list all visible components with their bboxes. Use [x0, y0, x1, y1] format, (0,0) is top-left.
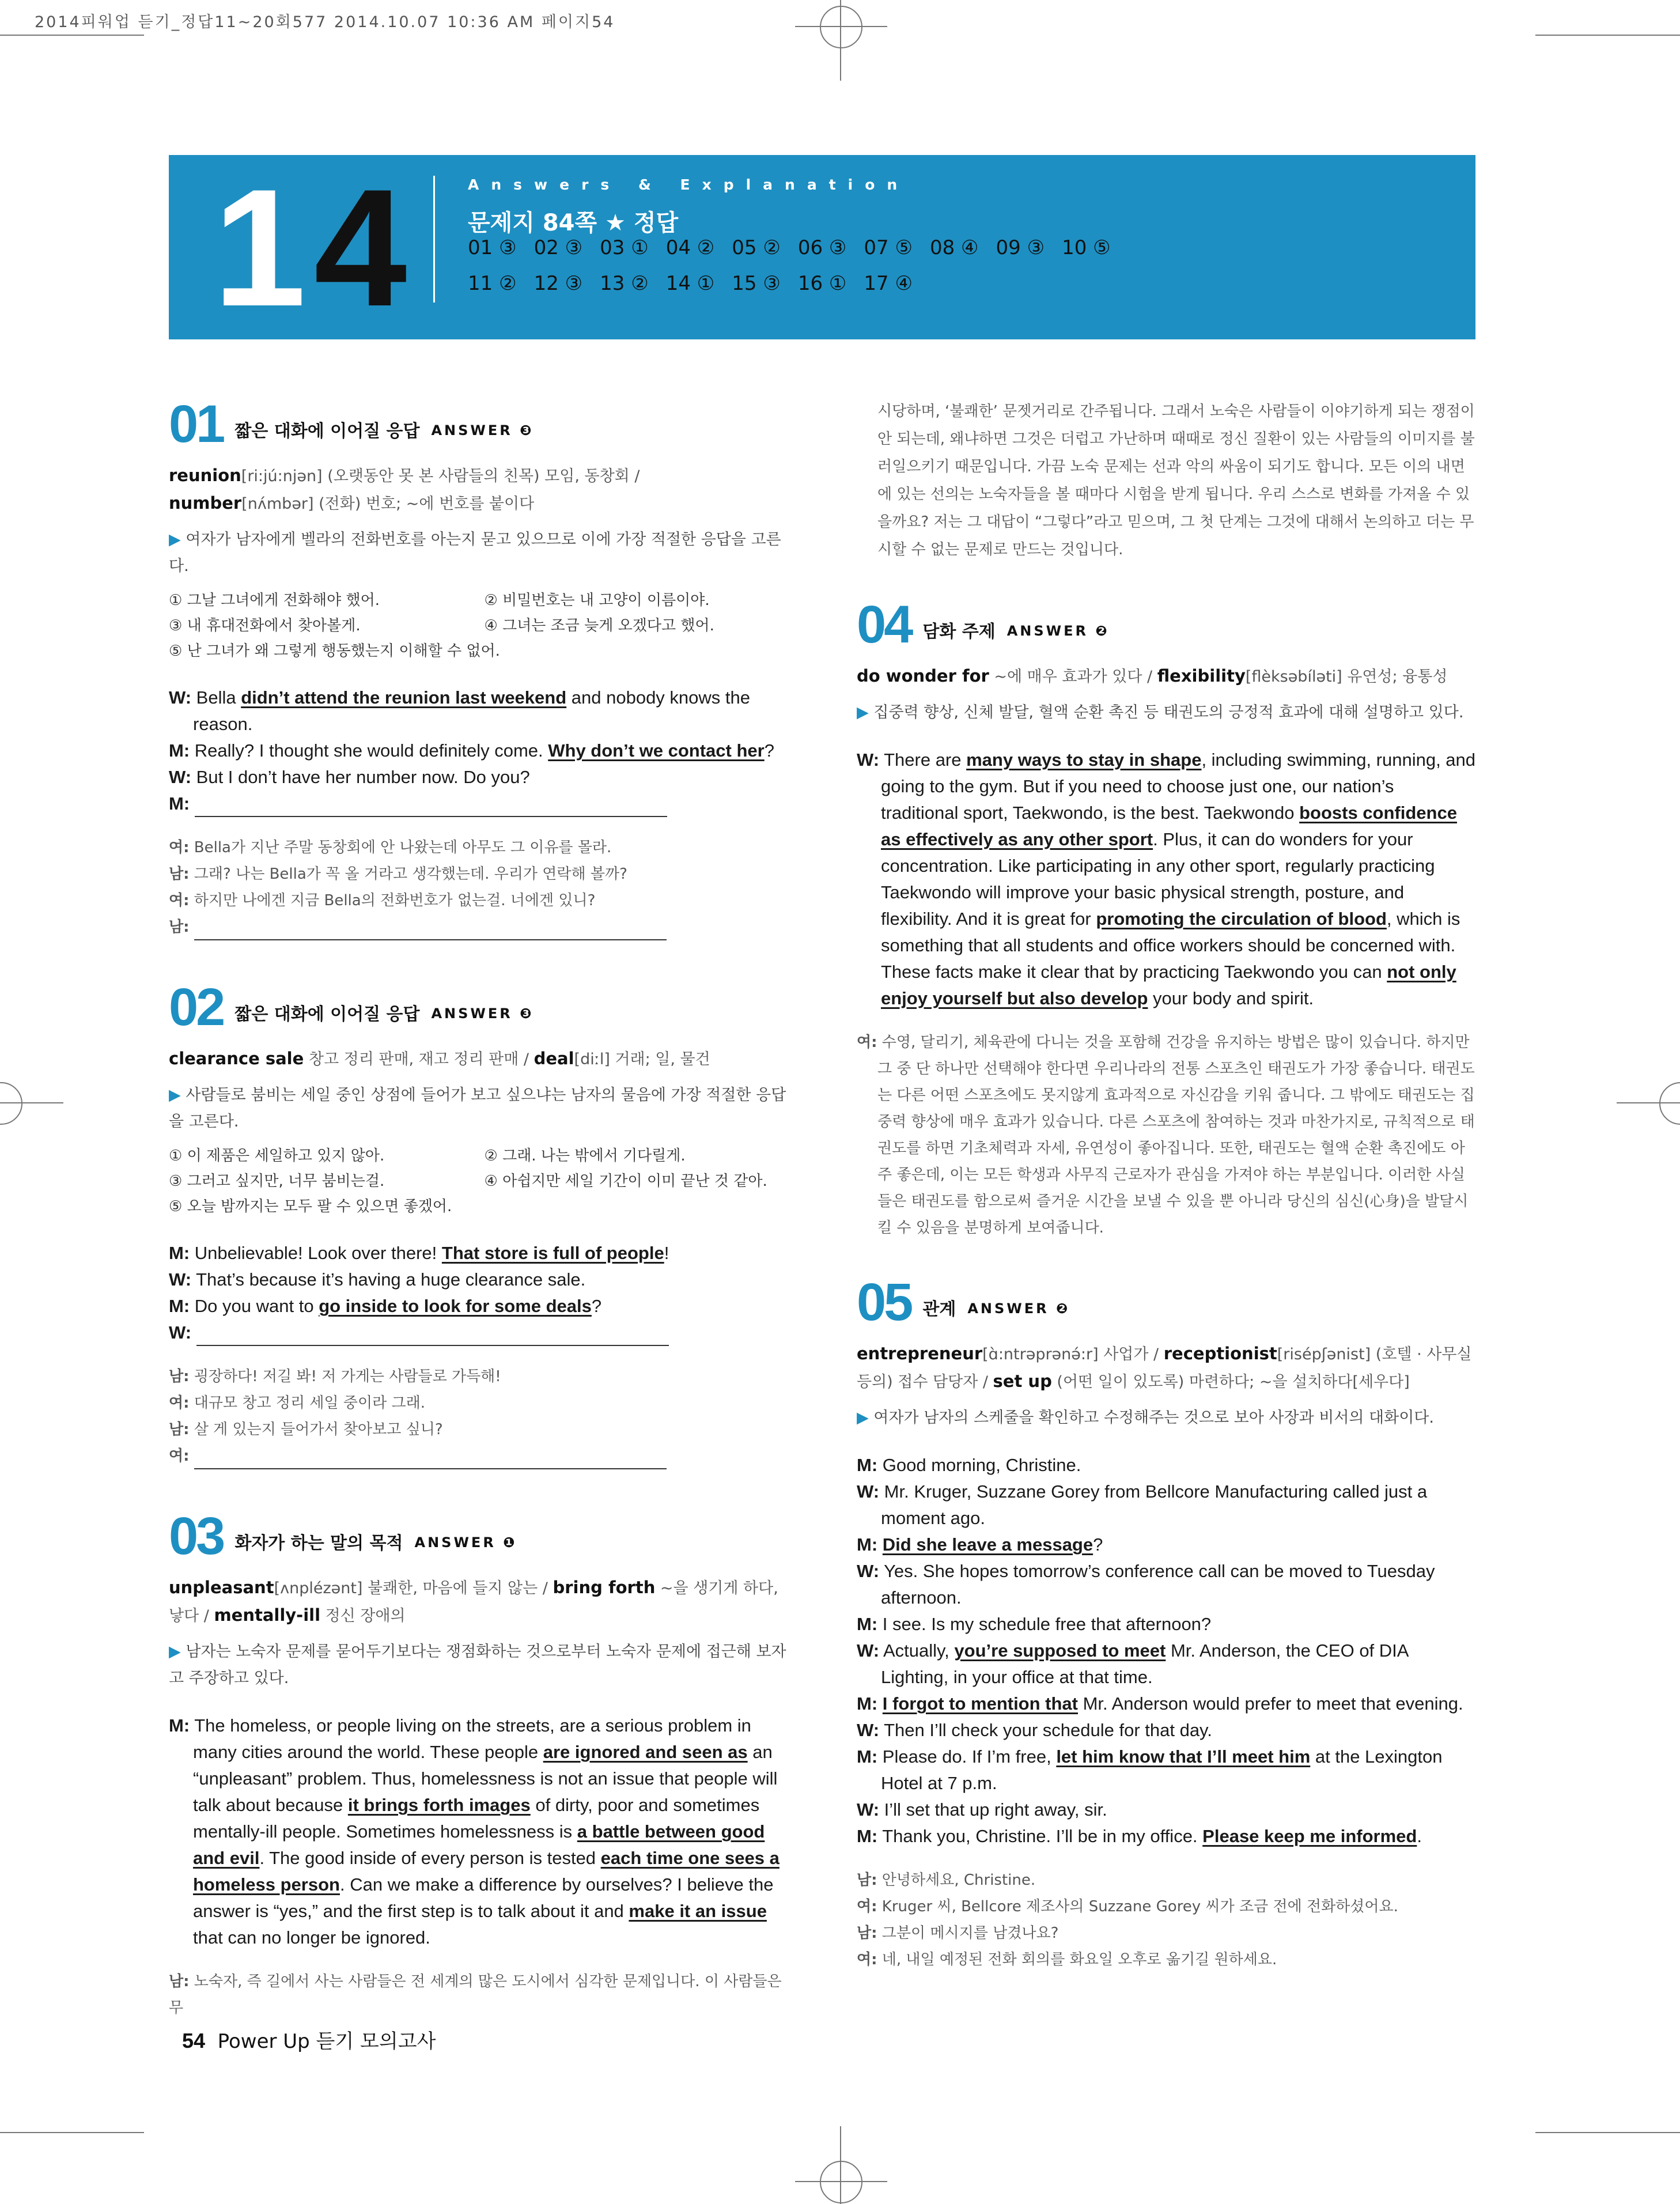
pronunciation: [nʌ́mbər] [241, 495, 314, 513]
answer-label: ANSWER ❶ [414, 1534, 517, 1551]
dialogue [169, 685, 788, 817]
answer-options [169, 1143, 788, 1219]
speaker: W: [857, 1720, 880, 1740]
answer-key-row-2 [468, 272, 930, 295]
answer-blank-text: promoting the circulation of blood [1096, 909, 1387, 929]
answer-blank-text: Please keep me informed [1202, 1826, 1417, 1846]
answer-blank-text: many ways to stay in shape [966, 750, 1202, 770]
dialogue-line [857, 1823, 1476, 1850]
dialogue-text: Mr. Anderson, the CEO of DIA Lighting, in your office at that time. [881, 1640, 1408, 1687]
dialogue-line [857, 1452, 1476, 1479]
dialogue-text: Please do. If I’m free, [882, 1746, 1057, 1767]
answer-key-item: 06 ③ [797, 236, 847, 259]
vocab-meaning: (호텔 · 사무실 등의) 접수 담당자 / [857, 1345, 1472, 1391]
answer-blank-text: go inside to look for some deals [319, 1296, 592, 1316]
answer-blank-text: didn’t attend the reunion last weekend [241, 687, 567, 708]
pronunciation: [diːl] [574, 1050, 610, 1068]
vocab-meaning: 사업가 / [1098, 1345, 1164, 1363]
answer-blank-text: not only enjoy yourself but also develop [881, 962, 1456, 1008]
vocabulary [169, 1045, 788, 1073]
speaker: 여: [169, 1447, 190, 1465]
section-number: 04 [857, 595, 911, 654]
answer-options [169, 588, 788, 664]
answer-blank-text: a battle between good and evil [193, 1821, 765, 1868]
registration-mark [0, 1082, 22, 1125]
dialogue-line [857, 1797, 1476, 1823]
option: ③ 그러고 싶지만, 너무 붐비는걸. [169, 1173, 385, 1190]
triangle-bullet-icon: ▶ [169, 1643, 186, 1661]
answer-key-item: 09 ③ [996, 236, 1045, 259]
section-title: 화자가 하는 말의 목적 [234, 1533, 403, 1553]
speaker: W: [857, 1481, 880, 1502]
answer-blank-text: boosts confidence as effectively as any other sport [881, 803, 1457, 849]
dialogue-line [169, 1267, 788, 1293]
speaker: M: [857, 1826, 878, 1846]
page-footer [182, 2025, 436, 2054]
section-01-header [169, 395, 788, 453]
vocab-word: unpleasant [169, 1578, 274, 1597]
answer-key-item: 04 ② [665, 236, 715, 259]
section-number: 02 [169, 978, 224, 1037]
answer-key-item: 17 ④ [864, 272, 913, 295]
vocabulary [857, 663, 1476, 690]
crop-mark [0, 2132, 144, 2133]
speaker: W: [857, 750, 880, 770]
answer-key-item: 14 ① [665, 272, 715, 295]
speaker: 여: [169, 1394, 190, 1412]
dialogue-line [169, 1320, 788, 1346]
speaker: 남: [857, 1872, 877, 1889]
speaker: W: [169, 1269, 192, 1290]
speaker: 여: [169, 839, 190, 856]
section-number: 03 [169, 1507, 224, 1566]
section-title: 관계 [922, 1299, 956, 1320]
vocab-meaning: (어떤 일이 있도록) 마련하다; ~을 설치하다[세우다] [1051, 1373, 1410, 1391]
answer-blank-text: you’re supposed to meet [954, 1640, 1166, 1661]
explanation [857, 1405, 1476, 1431]
translation-text: 하지만 나에겐 지금 Bella의 전화번호가 없는걸. 너에겐 있니? [194, 892, 596, 909]
crop-mark [0, 35, 144, 36]
translation-text: 그래? 나는 Bella가 꼭 올 거라고 생각했는데. 우리가 연락해 볼까? [194, 865, 627, 883]
triangle-bullet-icon: ▶ [169, 1086, 186, 1104]
test-number-digit-1: 1 [213, 154, 296, 341]
speaker: M: [857, 1693, 878, 1714]
registration-mark [1659, 1082, 1680, 1125]
option: ⑤ 오늘 밤까지는 모두 팔 수 있으면 좋겠어. [169, 1198, 452, 1215]
speaker: 여: [857, 1034, 877, 1051]
explanation [169, 1082, 788, 1135]
dialogue-text: ? [764, 740, 774, 761]
pronunciation: [ri:jú:njən] [241, 467, 323, 485]
dialogue-text: The homeless, or people living on the streets, are a serious problem in many cities around the world. These people [193, 1715, 751, 1762]
dialogue-text: an “unpleasant” problem. Thus, homelessness is not an issue that people will talk about because [193, 1742, 778, 1815]
dialogue-text: ? [1093, 1534, 1103, 1555]
dialogue-line [857, 1558, 1476, 1611]
dialogue-text: Thank you, Christine. I’ll be in my office. [882, 1826, 1203, 1846]
print-slug: 2014피워업 듣기_정답11~20회577 2014.10.07 10:36 AM 페이지54 [35, 13, 615, 31]
test-number-digit-4: 4 [314, 154, 407, 341]
dialogue-line [169, 791, 788, 817]
translation-text: Bella가 지난 주말 동창회에 안 나왔는데 아무도 그 이유를 몰라. [194, 839, 612, 856]
answer-blank-text: Why don’t we contact her [548, 740, 765, 761]
option: ① 그날 그녀에게 전화해야 했어. [169, 592, 380, 609]
answer-label: ANSWER ❸ [431, 1005, 534, 1022]
dialogue-text: that can no longer be ignored. [193, 1927, 430, 1948]
vocab-word: deal [533, 1049, 574, 1068]
triangle-bullet-icon: ▶ [857, 704, 874, 721]
answer-label: ANSWER ❷ [1007, 623, 1110, 639]
explanation [169, 527, 788, 580]
option: ① 이 제품은 세일하고 있지 않아. [169, 1147, 385, 1165]
answer-blank-text: it brings forth images [347, 1795, 531, 1815]
section-05-header [857, 1273, 1476, 1332]
dialogue [857, 1452, 1476, 1850]
left-column [169, 395, 788, 2021]
dialogue-text: Actually, [883, 1640, 955, 1661]
vocab-word: receptionist [1163, 1344, 1277, 1363]
response-blank [196, 1326, 669, 1346]
translation-text: 노숙자, 즉 길에서 사는 사람들은 전 세계의 많은 도시에서 심각한 문제입니다. 이 사람들은 무 [169, 1973, 782, 2017]
dialogue-line [857, 1744, 1476, 1797]
vocab-word: flexibility [1157, 666, 1246, 686]
answer-key-item: 02 ③ [533, 236, 583, 259]
section-title: 짧은 대화에 이어질 응답 [234, 421, 420, 441]
translation-text: 시당하며, ‘불쾌한’ 문젯거리로 간주됩니다. 그래서 노숙은 사람들이 이야기하게 되는 쟁점이 안 되는데, 왜냐하면 그것은 더럽고 가난하며 때때로 정신 질환이 있는 사람들의 이미지를 불러일으키기 때문입니다. 가끔 노숙 문제는 선과 악의 싸움이 되기도 합니다. 모든 이의 내면에 있는 선의는 노숙자들을 볼 때마다 시험을 받게 됩니다. 우리 스스로 변화를 가져올 수 있을까요? 저는 그 대답이 “그렇다”라고 믿으며, 그 첫 단계는 그것에 대해서 논의하고 더는 무시할 수 없는 문제로 만드는 것입니다. [877, 403, 1475, 558]
dialogue-text: Do you want to [194, 1296, 319, 1316]
option: ② 그래. 나는 밖에서 기다릴게. [484, 1147, 686, 1165]
monologue [857, 747, 1476, 1012]
dialogue-line [857, 1532, 1476, 1558]
speaker: W: [857, 1800, 880, 1820]
speaker: M: [169, 1243, 190, 1263]
book-title: Power Up 듣기 모의고사 [217, 2030, 436, 2053]
speaker: M: [169, 793, 190, 814]
pronunciation: [ʌnplézənt] [274, 1579, 363, 1597]
dialogue-text: ! [664, 1243, 669, 1263]
option: ③ 내 휴대전화에서 찾아볼게. [169, 617, 361, 634]
dialogue-text: . Can we make a difference by ourselves? I believe the answer is “yes,” and the first step is to talk about it and [193, 1874, 774, 1921]
dialogue-text: at the Lexington Hotel at 7 p.m. [881, 1746, 1443, 1793]
explanation-text: 남자는 노숙자 문제를 묻어두기보다는 쟁점화하는 것으로부터 노숙자 문제에 접근해 보자고 주장하고 있다. [169, 1643, 786, 1687]
dialogue-text: I’ll set that up right away, sir. [884, 1800, 1107, 1820]
translation [169, 1363, 788, 1469]
answer-blank-text: I forgot to mention that [882, 1693, 1078, 1714]
vocab-word: number [169, 493, 242, 513]
answer-key-item: 05 ② [732, 236, 781, 259]
translation-text: 굉장하다! 저길 봐! 저 가게는 사람들로 가득해! [194, 1368, 501, 1385]
translation-continued [857, 398, 1476, 564]
vocabulary [169, 1574, 788, 1630]
vocab-word: set up [993, 1371, 1052, 1391]
dialogue-text: your body and spirit. [1148, 988, 1314, 1008]
dialogue-text: . Plus, it can do wonders for your concentration. Like participating in any other sport, regularly practicing Taekwondo will improve your basic physical strength, posture, and flexibility. And it is great for [881, 829, 1435, 929]
dialogue-line [857, 1638, 1476, 1691]
answer-key-item: 13 ② [600, 272, 649, 295]
speaker: 남: [169, 1421, 190, 1438]
speaker: 남: [857, 1925, 877, 1942]
speaker: M: [857, 1455, 878, 1475]
answer-blank-text: Did she leave a message [882, 1534, 1093, 1555]
dialogue-text: I see. Is my schedule free that afternoon? [882, 1614, 1212, 1634]
registration-mark [820, 2161, 862, 2203]
translation-text: 안녕하세요, Christine. [881, 1872, 1036, 1889]
speaker: M: [169, 1296, 190, 1316]
dialogue-text: Mr. Anderson would prefer to meet that evening. [1078, 1693, 1463, 1714]
right-column [857, 398, 1476, 1973]
vocab-meaning: 불쾌한, 마음에 들지 않는 / [362, 1579, 553, 1597]
speaker: 여: [857, 1951, 877, 1968]
dialogue-text: But I don’t have her number now. Do you? [196, 767, 530, 787]
section-number: 01 [169, 395, 224, 453]
explanation [857, 700, 1476, 726]
triangle-bullet-icon: ▶ [169, 531, 186, 549]
answer-key-title: 문제지 84쪽 ★ 정답 [468, 210, 679, 236]
dialogue-line [169, 1240, 788, 1267]
dialogue-text: There are [884, 750, 967, 770]
dialogue-text: , which is something that all students and office workers should be concerned with. These facts make it clear that by practicing Taekwondo you can [881, 909, 1460, 982]
dialogue-line [857, 1717, 1476, 1744]
speaker: W: [857, 1640, 880, 1661]
answer-key-item: 07 ⑤ [864, 236, 913, 259]
translation [169, 1968, 788, 2021]
answer-key-item: 08 ④ [929, 236, 979, 259]
dialogue-line [857, 1611, 1476, 1638]
option: ⑤ 난 그녀가 왜 그렇게 행동했는지 이해할 수 없어. [169, 642, 500, 660]
dialogue-line [169, 738, 788, 764]
vocab-word: entrepreneur [857, 1344, 983, 1363]
translation-text: 그분이 메시지를 남겼나요? [881, 1925, 1059, 1942]
vocab-word: mentally-ill [214, 1605, 321, 1625]
speaker: 여: [857, 1898, 877, 1915]
answer-blank-text: let him know that I’ll meet him [1056, 1746, 1311, 1767]
vocab-meaning: 정신 장애의 [320, 1607, 406, 1625]
speaker: M: [857, 1534, 878, 1555]
dialogue-line [857, 1479, 1476, 1532]
vocab-meaning: (전화) 번호; ~에 번호를 붙이다 [313, 495, 535, 513]
section-number: 05 [857, 1273, 911, 1332]
speaker: M: [169, 740, 190, 761]
answer-blank-text: That store is full of people [441, 1243, 664, 1263]
answer-label: ANSWER ❷ [967, 1301, 1070, 1317]
crop-mark [1535, 35, 1680, 36]
answers-explanation-label: Answers & Explanation [468, 176, 910, 193]
answer-key-item: 03 ① [600, 236, 649, 259]
speaker: W: [169, 1322, 192, 1343]
option: ④ 아쉽지만 세일 기간이 이미 끝난 것 같아. [484, 1173, 767, 1190]
vocab-word: bring forth [553, 1578, 656, 1597]
speaker: 여: [169, 892, 190, 909]
vocab-word: reunion [169, 466, 241, 485]
explanation [169, 1639, 788, 1692]
speaker: W: [169, 767, 192, 787]
section-02-header [169, 978, 788, 1037]
response-blank [194, 1450, 667, 1469]
dialogue-text: Good morning, Christine. [882, 1455, 1081, 1475]
banner-divider [433, 176, 435, 303]
dialogue-line [169, 1712, 788, 1951]
answer-key-item: 16 ① [797, 272, 847, 295]
translation-text: 네, 내일 예정된 전화 회의를 화요일 오후로 옮기길 원하세요. [881, 1951, 1277, 1968]
explanation-text: 여자가 남자의 스케줄을 확인하고 수정해주는 것으로 보아 사장과 비서의 대화이다. [873, 1409, 1434, 1427]
triangle-bullet-icon: ▶ [857, 1409, 874, 1427]
vocab-word: do wonder for [857, 666, 989, 686]
dialogue-text: That’s because it’s having a huge clearance sale. [196, 1269, 586, 1290]
answer-blank-text: make it an issue [629, 1901, 767, 1921]
speaker: 남: [169, 1973, 190, 1990]
dialogue-text: Then I’ll check your schedule for that day. [884, 1720, 1212, 1740]
vocab-meaning: 창고 정리 판매, 재고 정리 판매 / [304, 1050, 534, 1068]
dialogue-line [857, 747, 1476, 1012]
dialogue-line [169, 1293, 788, 1320]
answer-key-item: 01 ③ [468, 236, 517, 259]
dialogue-line [857, 1691, 1476, 1717]
crop-mark [1535, 2132, 1680, 2133]
dialogue-text: Really? I thought she would definitely come. [194, 740, 548, 761]
dialogue-text: . The good inside of every person is tested [259, 1848, 601, 1868]
translation [857, 1867, 1476, 1973]
answer-key-row-1 [468, 236, 1128, 259]
translation-text: Kruger 씨, Bellcore 제조사의 Suzzane Gorey 씨가 조금 전에 전화하셨어요. [881, 1898, 1398, 1915]
vocabulary [857, 1340, 1476, 1396]
speaker: M: [857, 1746, 878, 1767]
vocab-meaning: ~을 생기게 하다, 낳다 / [169, 1579, 778, 1625]
dialogue-text: Yes. She hopes tomorrow’s conference call can be moved to Tuesday afternoon. [881, 1561, 1435, 1608]
pronunciation: [ɑ̀:ntrəprənə́:r] [982, 1345, 1099, 1363]
answer-blank-text: are ignored and seen as [543, 1742, 748, 1762]
option: ② 비밀번호는 내 고양이 이름이야. [484, 592, 710, 609]
answer-key-item: 15 ③ [732, 272, 781, 295]
translation [857, 1029, 1476, 1241]
explanation-text: 집중력 향상, 신체 발달, 혈액 순환 촉진 등 태권도의 긍정적 효과에 대해 설명하고 있다. [873, 704, 1464, 721]
vocab-meaning: (오랫동안 못 본 사람들의 친목) 모임, 동창회 / [322, 467, 640, 485]
dialogue-text: and nobody knows the reason. [193, 687, 750, 734]
vocabulary [169, 462, 788, 517]
answer-label: ANSWER ❸ [431, 422, 534, 438]
answer-key-item: 11 ② [468, 272, 517, 295]
translation [169, 834, 788, 940]
translation-text: 살 게 있는지 들어가서 찾아보고 싶니? [194, 1421, 443, 1438]
dialogue [169, 1240, 788, 1346]
speaker: 남: [169, 918, 190, 936]
speaker: 남: [169, 865, 190, 883]
answer-key-item: 12 ③ [533, 272, 583, 295]
explanation-text: 사람들로 붐비는 세일 중인 상점에 들어가 보고 싶으냐는 남자의 물음에 가장 적절한 응답을 고른다. [169, 1086, 786, 1131]
monologue [169, 1712, 788, 1951]
dialogue-text: , including swimming, running, and going to the gym. But if you need to choose just one, our nation’s traditional sport, Taekwondo, is the best. Taekwondo [881, 750, 1476, 823]
translation-text: 수영, 달리기, 체육관에 다니는 것을 포함해 건강을 유지하는 방법은 많이 있습니다. 하지만 그 중 단 하나만 선택해야 한다면 우리나라의 전통 스포츠인 태권도가 가장 좋습니다. 태권도는 다른 어떤 스포츠에도 못지않게 효과적으로 자신감을 키워 줍니다. 그 밖에도 태권도는 집중력 향상에 매우 효과가 있습니다. 다른 스포츠에 참여하는 것과 마찬가지로, 규칙적으로 태권도를 하면 기초체력과 자세, 유연성이 좋아집니다. 또한, 태권도는 혈액 순환 촉진에도 아주 좋은데, 이는 모든 학생과 사무직 근로자가 관심을 가져야 하는 부분입니다. 이러한 사실들은 태권도를 함으로써 즐거운 시간을 보낼 수 있을 뿐 아니라 당신의 심신(心身)을 발달시킬 수 있음을 분명하게 보여줍니다. [877, 1034, 1475, 1237]
registration-mark [820, 6, 862, 48]
option: ④ 그녀는 조금 늦게 오겠다고 했어. [484, 617, 714, 634]
speaker: M: [169, 1715, 190, 1736]
answer-key-item: 10 ⑤ [1062, 236, 1111, 259]
dialogue-text: Unbelievable! Look over there! [194, 1243, 442, 1263]
dialogue-text: Bella [196, 687, 241, 708]
section-03-header [169, 1507, 788, 1566]
pronunciation: [flèksəbíləti] [1245, 668, 1342, 686]
explanation-text: 여자가 남자에게 벨라의 전화번호를 아는지 묻고 있으므로 이에 가장 적절한 응답을 고른다. [169, 531, 781, 575]
speaker: M: [857, 1614, 878, 1634]
vocab-meaning: 거래; 일, 물건 [610, 1050, 710, 1068]
speaker: W: [169, 687, 192, 708]
dialogue-text: ? [591, 1296, 602, 1316]
page-number: 54 [182, 2029, 206, 2052]
translation-text: 대규모 창고 정리 세일 중이라 그래. [194, 1394, 425, 1412]
section-title: 담화 주제 [922, 622, 996, 642]
vocab-meaning: 유연성; 융통성 [1342, 668, 1448, 686]
answer-blank-text: each time one sees a homeless person [193, 1848, 780, 1895]
response-blank [195, 797, 667, 817]
dialogue-text: of dirty, poor and sometimes mentally-ill people. Sometimes homelessness is [193, 1795, 760, 1842]
section-04-header [857, 595, 1476, 654]
response-blank [194, 921, 667, 940]
dialogue-line [169, 685, 788, 738]
dialogue-text: . [1417, 1826, 1422, 1846]
section-title: 짧은 대화에 이어질 응답 [234, 1004, 420, 1024]
speaker: W: [857, 1561, 880, 1581]
vocab-word: clearance sale [169, 1049, 304, 1068]
pronunciation: [risépʃənist] [1277, 1345, 1371, 1363]
vocab-meaning: ~에 매우 효과가 있다 / [989, 668, 1157, 686]
dialogue-line [169, 764, 788, 791]
speaker: 남: [169, 1368, 190, 1385]
dialogue-text: Mr. Kruger, Suzzane Gorey from Bellcore Manufacturing called just a moment ago. [881, 1481, 1428, 1528]
